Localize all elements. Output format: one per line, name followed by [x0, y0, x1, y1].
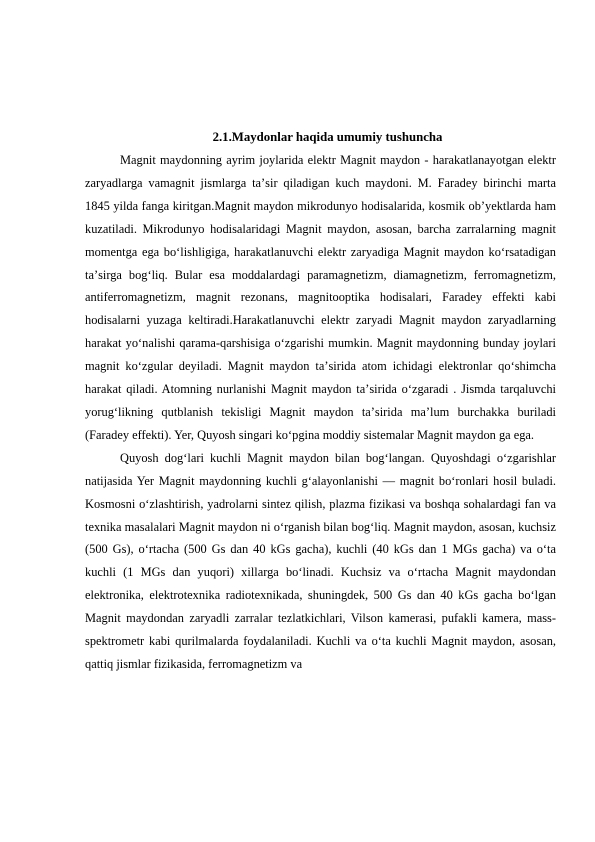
paragraph-magnetic-field-definition: Magnit maydonning ayrim joylarida elektr Magnit maydon - harakatlanayotgan elektr zaryadlarga vamagnit jismlarga taʼsir qiladigan kuch maydoni. M. Faradey birinchi marta 1845 yilda fanga kiritgan.Magnit maydon mikrodunyo hodisalarida, kosmik obʼyektlarda ham kuzatiladi. Mikrodunyo hodisalaridagi Magnit maydon, asosan, barcha zarralarning magnit momentga ega boʻlishligiga, harakatlanuvchi elektr zaryadiga Magnit maydon koʻrsatadigan taʼsirga bogʻliq. Bular esa moddalardagi paramagnetizm, diamagnetizm, ferromagnetizm, antiferromagnetizm, magnit rezonans, magnitooptika hodisalari, Faradey effekti kabi hodisalarni yuzaga keltiradi.Harakatlanuvchi elektr zaryadi Magnit maydon zaryadlarning harakat yoʻnalishi qarama-qarshisiga oʻzgarishi mumkin. Magnit maydonning bunday joylari magnit koʻzgular deyiladi. Magnit maydon taʼsirida atom ichidagi elektronlar qoʻshimcha harakat qiladi. Atomning nurlanishi Magnit maydon taʼsirida oʻzgaradi . Jismda tarqaluvchi yorugʻlikning qutblanish tekisligi Magnit maydon taʼsirida maʼlum burchakka buriladi (Faradey effekti). Yer, Quyosh singari koʻpgina moddiy sistemalar Magnit maydon ga ega.	[85, 153, 556, 442]
paragraph-sun-spots-and-field-strength: Quyosh dogʻlari kuchli Magnit maydon bilan bogʻlangan. Quyoshdagi oʻzgarishlar natijasida Yer Magnit maydonning kuchli gʻalayonlanishi — magnit boʻronlari hosil buladi. Kosmosni oʻzlashtirish, yadrolarni sintez qilish, plazma fizikasi va boshqa sohalardagi fan va texnika masalalari Magnit maydon ni oʻrganish bilan bogʻliq. Magnit maydon, asosan, kuchsiz (500 Gs), oʻrtacha (500 Gs dan 40 kGs gacha), kuchli (40 kGs dan 1 MGs gacha) va oʻta kuchli (1 MGs dan yuqori) xillarga boʻlinadi. Kuchsiz va oʻrtacha Magnit maydondan elektronika, elektrotexnika radiotexnikada, shuningdek, 500 Gs dan 40 kGs gacha boʻlgan Magnit maydondan zaryadli zarralar tezlatkichlari, Vilson kamerasi, pufakli kamera, mass-spektrometr kabi qurilmalarda foydalaniladi. Kuchli va oʻta kuchli Magnit maydon, asosan, qattiq jismlar fizikasida, ferromagnetizm va	[85, 450, 556, 671]
section-heading: 2.1.Maydonlar haqida umumiy tushuncha	[212, 130, 443, 144]
document-body	[85, 126, 556, 676]
